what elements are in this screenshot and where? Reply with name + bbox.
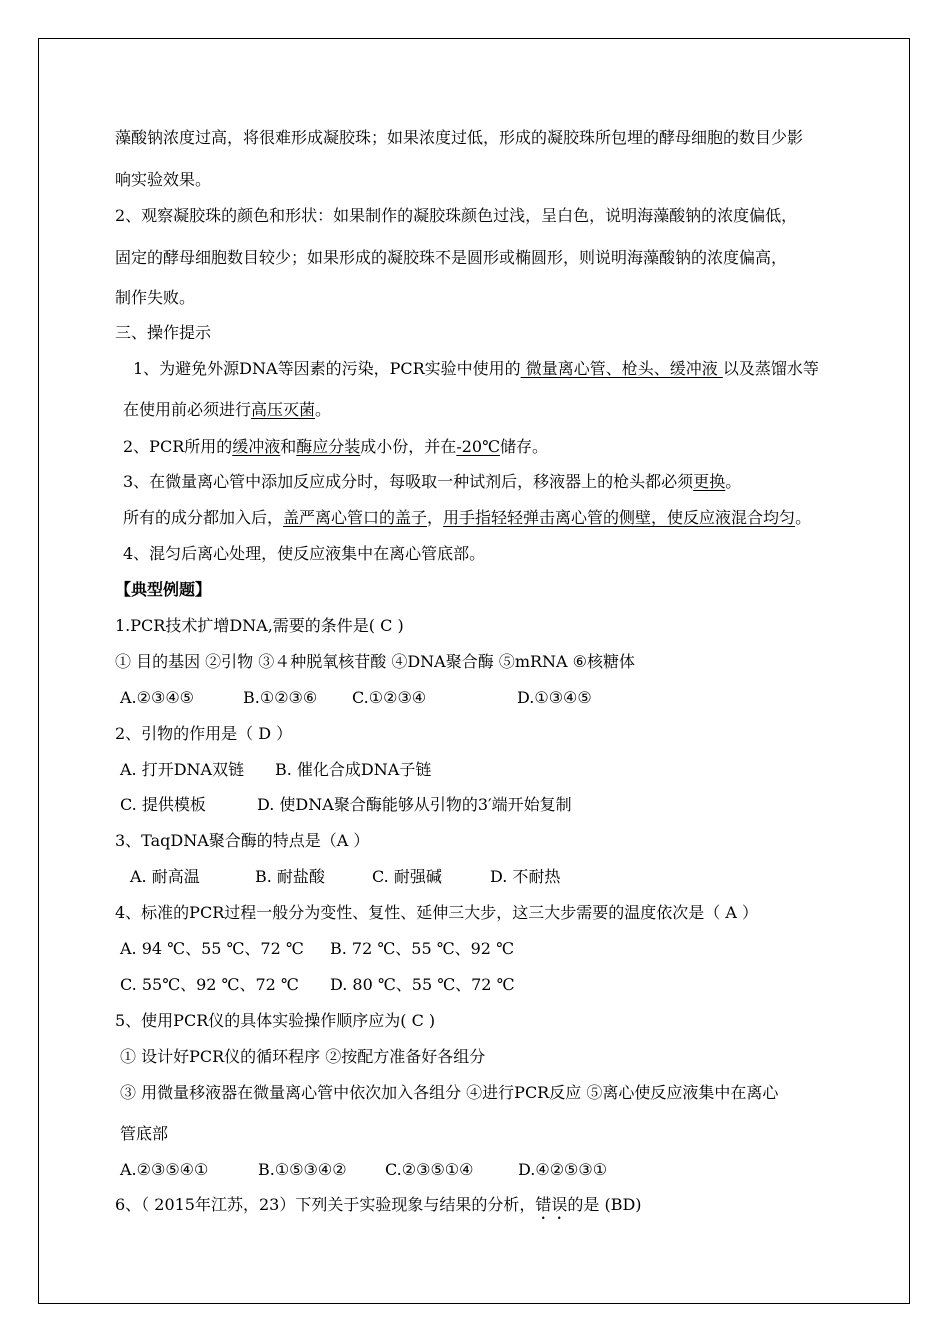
- tip-3-text-d: ，: [427, 508, 444, 527]
- q5-option-b: B.①⑤③④②: [258, 1160, 347, 1179]
- q5-steps-line-3: 管底部: [120, 1124, 169, 1143]
- q5-steps-line-1: ① 设计好PCR仪的循环程序 ②按配方准备好各组分: [120, 1047, 486, 1066]
- intro-p2-line-2: 固定的酵母细胞数目较少；如果形成的凝胶珠不是圆形或椭圆形，则说明海藻酸钠的浓度偏高，: [115, 248, 788, 267]
- q2-option-d: D. 使DNA聚合酶能够从引物的3′端开始复制: [257, 795, 572, 814]
- q4-stem: 4、标准的PCR过程一般分为变性、复性、延伸三大步，这三大步需要的温度依次是（ A ）: [115, 903, 758, 922]
- tip-2-text-d: 储存。: [499, 437, 548, 456]
- tip-2-text-b: 和: [280, 437, 297, 456]
- q1-option-d: D.①③④⑤: [517, 688, 592, 707]
- tip-3-text-c: 所有的成分都加入后，: [123, 508, 284, 527]
- tip-1-text-a: 1、为避免外源DNA等因素的污染，PCR实验中使用的: [133, 359, 521, 378]
- tip-1-line-1: [133, 359, 819, 379]
- q3-option-d: D. 不耐热: [490, 867, 561, 886]
- q2-option-c: C. 提供模板: [120, 795, 206, 814]
- tip-1-underline-sterilize: 高压灭菌: [251, 400, 316, 419]
- tip-2-underline-enzyme: 酶应分装: [296, 437, 361, 456]
- q5-option-d: D.④②⑤③①: [518, 1160, 608, 1179]
- q5-option-c: C.②③⑤①④: [385, 1160, 474, 1179]
- tip-2-underline-buffer: 缓冲液: [232, 437, 281, 456]
- q1-option-b: B.①②③⑥: [243, 688, 318, 707]
- section-heading: 三、操作提示: [115, 323, 212, 342]
- tip-1-text-b: 以及蒸馏水等: [722, 359, 819, 378]
- q5-stem: 5、使用PCR仪的具体实验操作顺序应为( C ): [115, 1011, 436, 1030]
- q3-option-c: C. 耐强碱: [372, 867, 442, 886]
- q4-option-a: A. 94 ℃、55 ℃、72 ℃: [120, 939, 304, 958]
- tip-4: 4、混匀后离心处理，使反应液集中在离心管底部。: [123, 544, 486, 563]
- q2-option-b: B. 催化合成DNA子链: [275, 760, 432, 779]
- q5-option-a: A.②③⑤④①: [120, 1160, 209, 1179]
- tip-1-text-c: 在使用前必须进行: [123, 400, 252, 419]
- q6-emphasis-wrong: 错误: [535, 1195, 568, 1214]
- q2-stem: 2、引物的作用是（ D ）: [115, 724, 293, 743]
- tip-3-underline-change: 更换: [693, 472, 726, 491]
- q1-stem: 1.PCR技术扩增DNA,需要的条件是( C ): [115, 616, 404, 635]
- tip-3-line-1: [123, 472, 741, 492]
- intro-line-2: 响实验效果。: [115, 170, 212, 189]
- tip-1-underline-tools: 微量离心管、枪头、缓冲液: [520, 359, 723, 378]
- tip-3-underline-mix: 用手指轻轻弹击离心管的侧壁，使反应液混合均匀: [443, 508, 796, 527]
- tip-3-text-b: 。: [725, 472, 742, 491]
- q6-stem: [115, 1195, 642, 1223]
- tip-3-underline-cap: 盖严离心管口的盖子: [283, 508, 428, 527]
- tip-3-line-2: [123, 508, 811, 528]
- intro-p2-line-1: 2、观察凝胶珠的颜色和形状：如果制作的凝胶珠颜色过浅，呈白色，说明海藻酸钠的浓度偏低，: [115, 206, 798, 225]
- q6-text-b: 的是 (BD): [567, 1195, 642, 1214]
- examples-heading: 【典型例题】: [115, 580, 212, 599]
- tip-3-text-a: 3、在微量离心管中添加反应成分时，每吸取一种试剂后，移液器上的枪头都必须: [123, 472, 694, 491]
- intro-p2-line-3: 制作失败。: [115, 288, 196, 307]
- tip-2: [123, 437, 548, 457]
- q1-option-c: C.①②③④: [352, 688, 427, 707]
- q3-option-b: B. 耐盐酸: [255, 867, 325, 886]
- tip-2-underline-temp: -20℃: [456, 437, 500, 456]
- q3-stem: 3、TaqDNA聚合酶的特点是（A ）: [115, 831, 370, 850]
- q2-option-a: A. 打开DNA双链: [120, 760, 245, 779]
- q5-steps-line-2: ③ 用微量移液器在微量离心管中依次加入各组分 ④进行PCR反应 ⑤离心使反应液集中在离心: [120, 1083, 779, 1102]
- q4-option-d: D. 80 ℃、55 ℃、72 ℃: [330, 975, 515, 994]
- tip-3-text-e: 。: [795, 508, 812, 527]
- q4-option-b: B. 72 ℃、55 ℃、92 ℃: [330, 939, 514, 958]
- q6-text-a: 6、（ 2015年江苏，23）下列关于实验现象与结果的分析，: [115, 1195, 536, 1214]
- q3-option-a: A. 耐高温: [130, 867, 200, 886]
- tip-1-text-d: 。: [315, 400, 332, 419]
- q1-items: ① 目的基因 ②引物 ③４种脱氧核苷酸 ④DNA聚合酶 ⑤mRNA ⑥核糖体: [115, 652, 636, 671]
- tip-2-text-a: 2、PCR所用的: [123, 437, 233, 456]
- intro-line-1: 藻酸钠浓度过高，将很难形成凝胶珠；如果浓度过低，形成的凝胶珠所包埋的酵母细胞的数目少影: [115, 128, 804, 147]
- q4-option-c: C. 55℃、92 ℃、72 ℃: [120, 975, 299, 994]
- q1-option-a: A.②③④⑤: [120, 688, 195, 707]
- tip-2-text-c: 成小份，并在: [360, 437, 457, 456]
- tip-1-line-2: [123, 400, 331, 420]
